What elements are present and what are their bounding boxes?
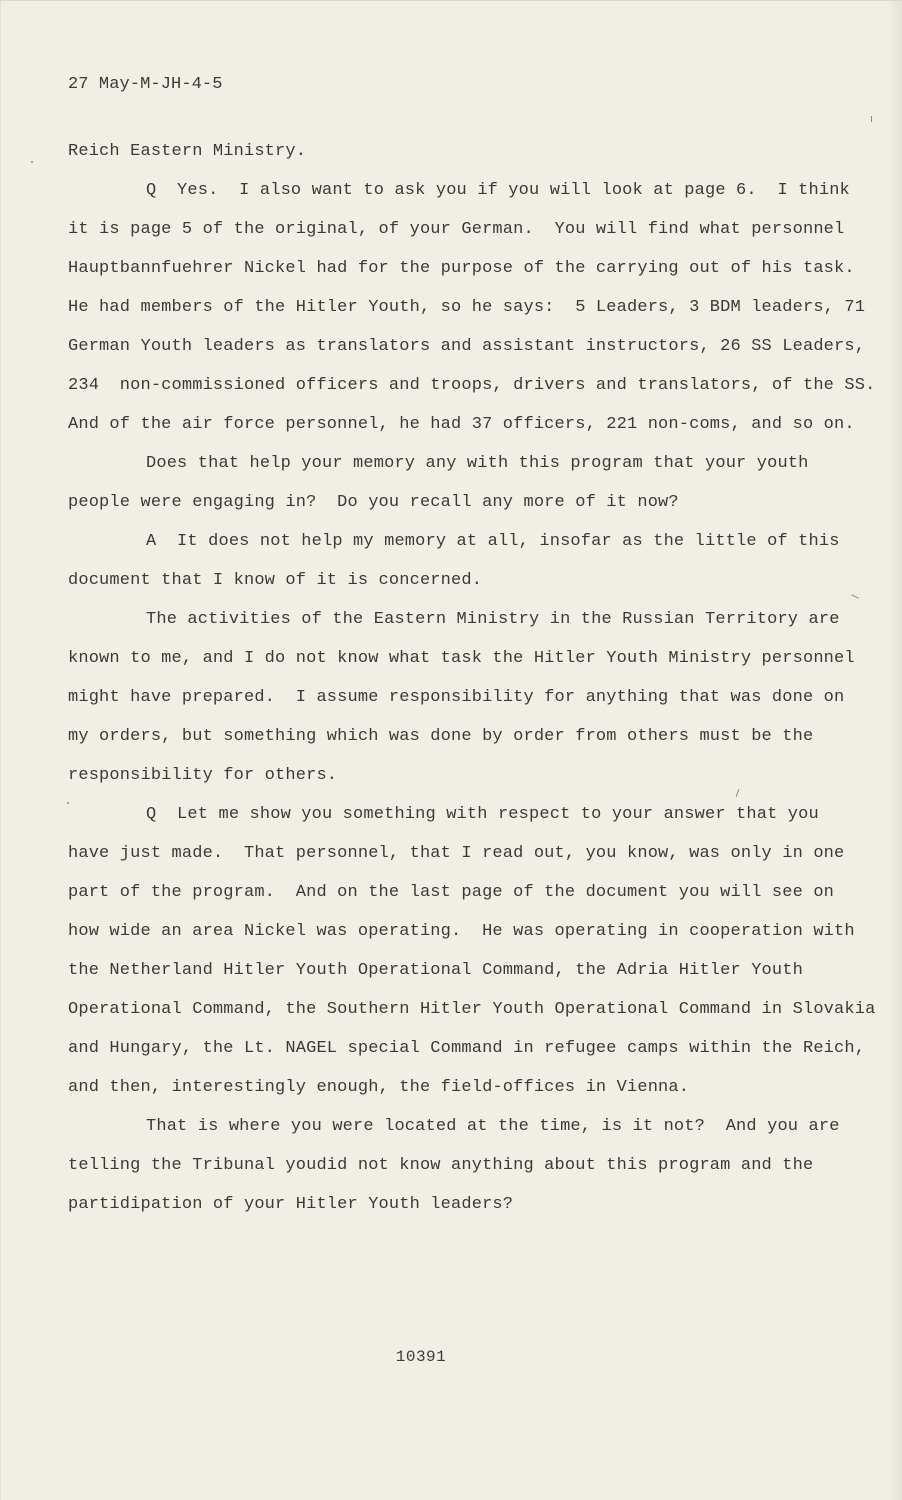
transcript-line: known to me, and I do not know what task the Hitler Youth Ministry personnel xyxy=(68,649,855,668)
transcript-line: 234 non-commissioned officers and troops, drivers and translators, of the SS. xyxy=(68,376,876,395)
transcript-line: and Hungary, the Lt. NAGEL special Command in refugee camps within the Reich, xyxy=(68,1039,866,1058)
transcript-line: it is page 5 of the original, of your German. You will find what personnel xyxy=(68,220,845,239)
transcript-line: my orders, but something which was done by order from others must be the xyxy=(68,727,814,746)
paper-speck xyxy=(871,116,872,122)
transcript-line: German Youth leaders as translators and assistant instructors, 26 SS Leaders, xyxy=(68,337,866,356)
transcript-line: partidipation of your Hitler Youth leaders? xyxy=(68,1195,514,1214)
transcript-body xyxy=(68,132,876,1224)
transcript-line: The activities of the Eastern Ministry in the Russian Territory are xyxy=(146,610,840,629)
transcript-line: He had members of the Hitler Youth, so he says: 5 Leaders, 3 BDM leaders, 71 xyxy=(68,298,866,317)
transcript-line: Q Yes. I also want to ask you if you will look at page 6. I think xyxy=(146,181,850,200)
transcript-line: Does that help your memory any with this program that your youth xyxy=(146,454,809,473)
paper-speck xyxy=(31,161,33,163)
transcript-line: And of the air force personnel, he had 37 officers, 221 non-coms, and so on. xyxy=(68,415,855,434)
transcript-line: A It does not help my memory at all, insofar as the little of this xyxy=(146,532,840,551)
transcript-line: and then, interestingly enough, the field-offices in Vienna. xyxy=(68,1078,690,1097)
transcript-line: have just made. That personnel, that I read out, you know, was only in one xyxy=(68,844,845,863)
transcript-line: Hauptbannfuehrer Nickel had for the purpose of the carrying out of his task. xyxy=(68,259,855,278)
transcript-line: responsibility for others. xyxy=(68,766,338,785)
transcript-line: That is where you were located at the time, is it not? And you are xyxy=(146,1117,840,1136)
page-number: 10391 xyxy=(395,1348,447,1366)
transcript-line: Q Let me show you something with respect to your answer that you xyxy=(146,805,819,824)
transcript-line: part of the program. And on the last page of the document you will see on xyxy=(68,883,835,902)
transcript-line: Operational Command, the Southern Hitler Youth Operational Command in Slovakia xyxy=(68,1000,876,1019)
transcript-line: people were engaging in? Do you recall any more of it now? xyxy=(68,493,679,512)
transcript-line: how wide an area Nickel was operating. He was operating in cooperation with xyxy=(68,922,855,941)
transcript-line: the Netherland Hitler Youth Operational Command, the Adria Hitler Youth xyxy=(68,961,803,980)
transcript-line: document that I know of it is concerned. xyxy=(68,571,483,590)
paper-speck xyxy=(67,802,69,804)
paper-speck xyxy=(851,594,859,598)
transcript-line: Reich Eastern Ministry. xyxy=(68,142,307,161)
page-header-reference: 27 May-M-JH-4-5 xyxy=(68,75,223,94)
transcript-line: telling the Tribunal youdid not know anything about this program and the xyxy=(68,1156,814,1175)
transcript-line: might have prepared. I assume responsibility for anything that was done on xyxy=(68,688,845,707)
